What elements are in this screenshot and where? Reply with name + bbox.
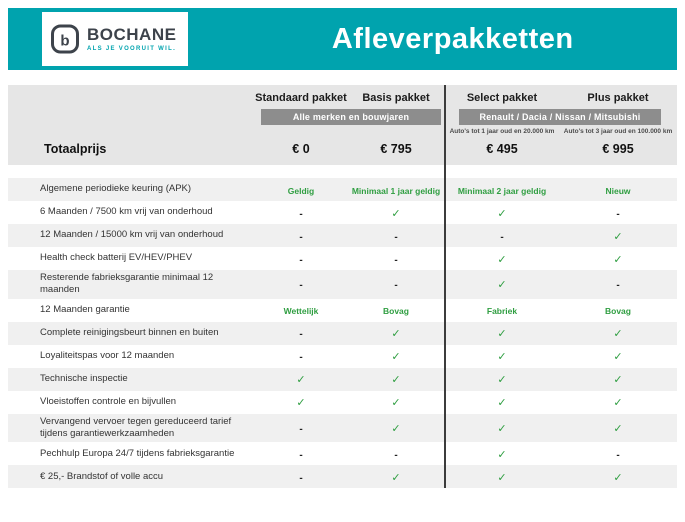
feature-cell [559,347,677,365]
feature-label: Health check batterij EV/HEV/PHEV [40,252,193,264]
feature-label: Technische inspectie [40,373,128,385]
feature-row [8,247,677,270]
check-icon: ✓ [613,253,623,266]
feature-cell [347,445,445,463]
price-basis: € 795 [380,142,412,156]
feature-cell [255,468,347,486]
check-icon: ✓ [613,374,623,387]
feature-cell [445,419,559,437]
price-plus: € 995 [602,142,634,156]
check-icon: ✓ [613,397,623,410]
feature-cell [559,204,677,222]
feature-cell [255,275,347,293]
feature-cell [347,181,445,199]
price-standaard: € 0 [292,142,310,156]
check-icon: ✓ [497,471,507,484]
group-banners-row [8,109,677,125]
dash-mark: - [616,280,620,292]
feature-cell [559,227,677,245]
feature-cell [347,227,445,245]
feature-cell [347,250,445,268]
feature-cell [347,347,445,365]
feature-cell [445,250,559,268]
check-icon: ✓ [497,374,507,387]
feature-label: 12 Maanden garantie [40,304,130,316]
price-select: € 495 [486,142,518,156]
feature-label: Pechhulp Europa 24/7 tijdens fabrieksgarantie [40,447,235,459]
feature-cell [255,324,347,342]
feature-value-text: Nieuw [605,185,631,196]
feature-cell [559,445,677,463]
feature-cell [255,181,347,199]
feature-row [8,299,677,322]
check-icon: ✓ [391,397,401,410]
feature-cell [347,324,445,342]
feature-cell [255,393,347,411]
feature-cell [347,468,445,486]
check-icon: ✓ [391,423,401,436]
column-subnote-plus: Auto's tot 3 jaar oud en 100.000 km [563,128,673,135]
dash-mark: - [500,231,504,243]
feature-cell [445,393,559,411]
feature-cell [445,445,559,463]
feature-row [8,178,677,201]
check-icon: ✓ [296,397,306,410]
feature-cell [559,393,677,411]
feature-value-text: Minimaal 1 jaar geldig [351,185,441,196]
dash-mark: - [616,449,620,461]
check-icon: ✓ [497,423,507,436]
feature-row [8,465,677,488]
feature-cell [255,445,347,463]
feature-label: 12 Maanden / 15000 km vrij van onderhoud [40,229,224,241]
dash-mark: - [299,208,303,220]
check-icon: ✓ [391,328,401,341]
price-row-label: Totaalprijs [44,142,107,156]
check-icon: ✓ [497,397,507,410]
feature-cell [255,419,347,437]
check-icon: ✓ [613,328,623,341]
feature-label: Loyaliteitspas voor 12 maanden [40,350,175,362]
dash-mark: - [394,231,398,243]
feature-cell [445,347,559,365]
feature-value-text: Fabriek [486,306,518,317]
feature-cell [255,301,347,319]
check-icon: ✓ [497,207,507,220]
column-subnote-select: Auto's tot 1 jaar oud en 20.000 km [449,128,555,135]
feature-cell [445,301,559,319]
check-icon: ✓ [497,279,507,292]
feature-cell [255,370,347,388]
feature-row [8,368,677,391]
dash-mark: - [394,449,398,461]
feature-cell [559,370,677,388]
check-icon: ✓ [296,374,306,387]
check-icon: ✓ [391,471,401,484]
feature-cell [559,275,677,293]
price-row [8,139,677,159]
feature-row [8,442,677,465]
check-icon: ✓ [497,448,507,461]
feature-label: Vervangend vervoer tegen gereduceerd tarief tijdens garantiewerkzaamheden [40,415,232,440]
check-icon: ✓ [391,207,401,220]
dash-mark: - [299,472,303,484]
column-titles-row [8,90,677,109]
check-icon: ✓ [613,423,623,436]
feature-cell [347,275,445,293]
table-header [8,85,677,165]
feature-label: Vloeistoffen controle en bijvullen [40,396,177,408]
feature-row [8,322,677,345]
dash-mark: - [299,352,303,364]
feature-row [8,345,677,368]
feature-cell [559,301,677,319]
feature-cell [445,227,559,245]
feature-cell [559,324,677,342]
page [0,8,685,488]
dash-mark: - [394,254,398,266]
column-title-select: Select pakket [466,92,538,104]
feature-cell [255,227,347,245]
feature-label: Complete reinigingsbeurt binnen en buiten [40,327,219,339]
check-icon: ✓ [391,351,401,364]
packages-table [8,85,677,488]
bochane-logo-icon [50,22,80,56]
check-icon: ✓ [613,471,623,484]
page-title: Afleverpakketten [331,22,574,55]
dash-mark: - [616,208,620,220]
dash-mark: - [299,329,303,341]
feature-cell [255,347,347,365]
feature-cell [255,250,347,268]
check-icon: ✓ [497,253,507,266]
dash-mark: - [299,280,303,292]
feature-cell [445,275,559,293]
feature-cell [559,250,677,268]
dash-mark: - [299,231,303,243]
check-icon: ✓ [391,374,401,387]
feature-row [8,201,677,224]
feature-cell [347,370,445,388]
feature-label: 6 Maanden / 7500 km vrij van onderhoud [40,206,213,218]
feature-row [8,270,677,299]
check-icon: ✓ [613,230,623,243]
group-divider-line [444,85,446,488]
check-icon: ✓ [497,328,507,341]
bochane-logo [42,12,188,66]
column-title-basis: Basis pakket [362,92,430,104]
feature-label: € 25,- Brandstof of volle accu [40,470,164,482]
dash-mark: - [299,254,303,266]
svg-text:b: b [60,32,70,50]
feature-cell [445,370,559,388]
feature-cell [445,468,559,486]
feature-row [8,224,677,247]
brand-tagline: ALS JE VOORUIT WIL. [87,46,177,52]
group-banner-renault-group: Renault / Dacia / Nissan / Mitsubishi [459,109,661,125]
feature-cell [445,204,559,222]
feature-cell [559,181,677,199]
group-banner-all-brands: Alle merken en bouwjaren [261,109,441,125]
feature-cell [347,301,445,319]
feature-value-text: Bovag [605,306,631,317]
column-title-plus: Plus pakket [587,92,649,104]
feature-cell [559,468,677,486]
dash-mark: - [299,449,303,461]
subnotes-row [8,125,677,136]
feature-value-text: Geldig [287,185,315,196]
check-icon: ✓ [497,351,507,364]
column-title-standaard: Standaard pakket [255,92,347,104]
feature-cell [559,419,677,437]
dash-mark: - [299,424,303,436]
feature-cell [347,204,445,222]
feature-value-text: Minimaal 2 jaar geldig [457,185,547,196]
feature-rows [8,178,677,488]
brand-name: BOCHANE [87,25,177,44]
check-icon: ✓ [613,351,623,364]
feature-cell [445,324,559,342]
feature-value-text: Bovag [383,306,409,317]
feature-label: Algemene periodieke keuring (APK) [40,183,192,195]
feature-label: Resterende fabrieksgarantie minimaal 12 maanden [40,272,214,296]
feature-row [8,414,677,443]
feature-cell [255,204,347,222]
feature-value-text: Wettelijk [283,306,319,317]
logo-text [87,26,176,52]
feature-row [8,391,677,414]
feature-cell [347,419,445,437]
feature-cell [347,393,445,411]
feature-cell [445,181,559,199]
top-banner [8,8,677,70]
dash-mark: - [394,280,398,292]
